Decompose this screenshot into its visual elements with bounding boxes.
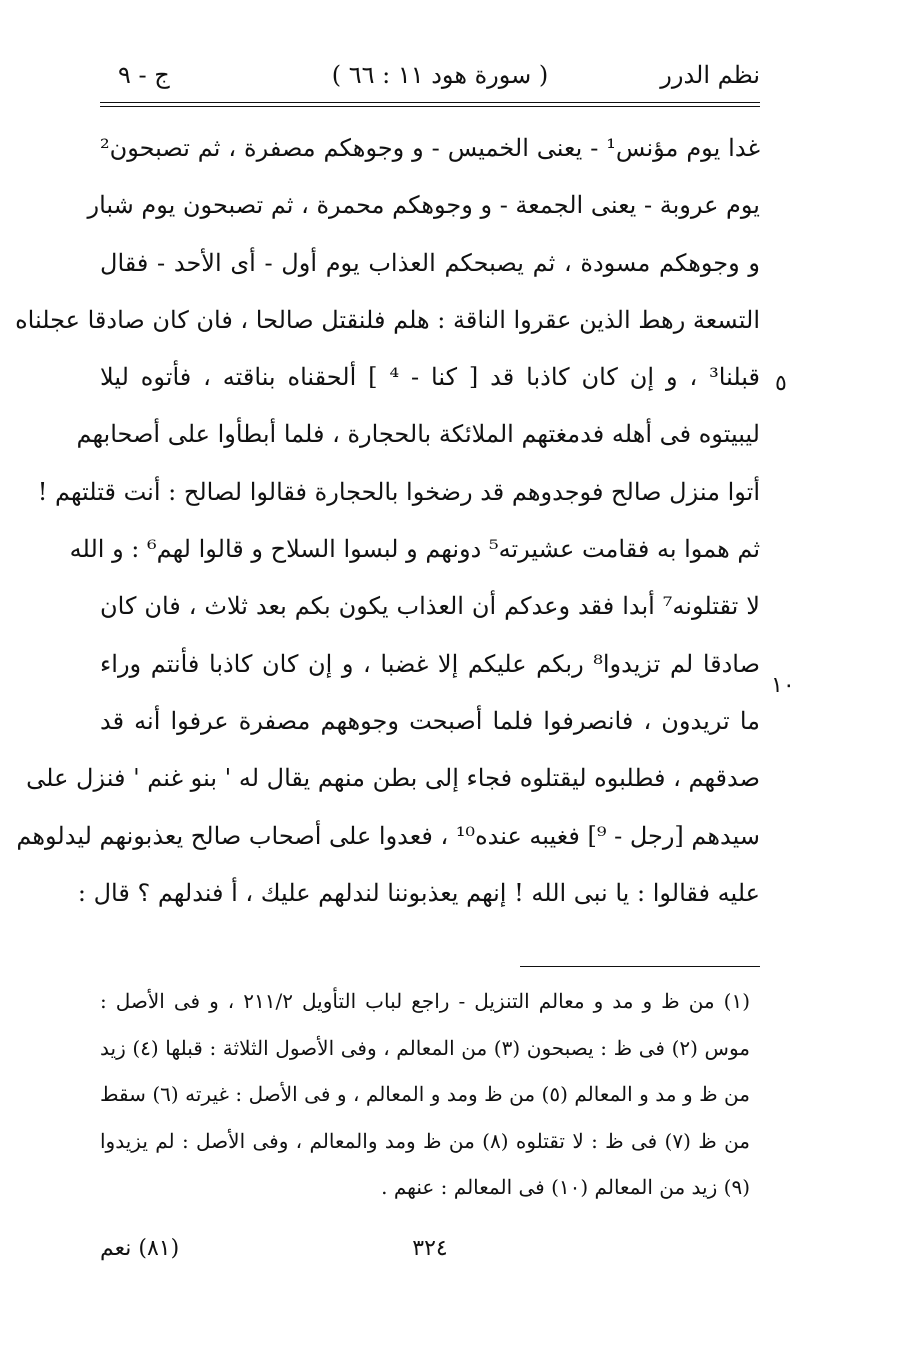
- header-rule: [100, 102, 760, 103]
- text-line: لا تقتلونه⁷ أبدا فقد وعدكم أن العذاب يكون بكم بعد ثلاث ، فان كان: [100, 592, 760, 621]
- text-line: يوم عروبة - يعنى الجمعة - و وجوهكم محمرة ، ثم تصبحون يوم شبار: [87, 191, 760, 220]
- text-line: عليه فقالوا : يا نبى الله ! إنهم يعذبوننا لندلهم عليك ، أ فندلهم ؟ قال :: [77, 878, 760, 907]
- header-rule-secondary: [100, 106, 760, 107]
- page-number: ٣٢٤: [412, 1236, 448, 1261]
- book-title: نظم الدرر: [660, 61, 760, 89]
- text-line: و وجوهكم مسودة ، ثم يصبحكم العذاب يوم أول - أى الأحد - فقال: [100, 248, 761, 277]
- footnote-line: (١) من ظ و مد و معالم التنزيل - راجع لباب التأويل ٢١١/٢ ، و فى الأصل :: [100, 989, 751, 1013]
- footnote-rule: [520, 966, 760, 967]
- text-line: سيدهم [رجل - ⁹] فغيبه عنده¹⁰ ، فعدوا على أصحاب صالح يعذبونهم ليدلوهم: [16, 821, 760, 850]
- text-line: قبلنا³ ، و إن كان كاذبا قد [ كنا - ⁴ ] ألحقناه بناقته ، فأتوه ليلا: [100, 363, 760, 392]
- text-line: ثم هموا به فقامت عشيرته⁵ دونهم و لبسوا السلاح و قالوا لهم⁶ : و الله: [69, 535, 760, 564]
- footnote-line: موس (٢) فى ظ : يصبحون (٣) من المعالم ، وفى الأصول الثلاثة : قبلها (٤) زيد: [100, 1035, 750, 1060]
- main-text: [15, 120, 761, 922]
- line-number-5: ٥: [775, 371, 787, 396]
- footnote-line: من ظ و مد و المعالم (٥) من ظ ومد و المعالم ، و فى الأصل : غيرته (٦) سقط: [100, 1082, 750, 1106]
- running-header: [100, 58, 760, 98]
- chapter-reference: ( سورة هود ١١ : ٦٦ ): [331, 61, 549, 89]
- page-footer: [100, 1232, 760, 1266]
- signature-stamp: (٨١) نعم: [100, 1236, 180, 1261]
- footnote-line: (٩) زيد من المعالم (١٠) فى المعالم : عنهم .: [381, 1175, 750, 1199]
- line-number-10: ١٠: [771, 673, 795, 698]
- footnotes: [100, 978, 750, 1211]
- footnote-line: من ظ (٧) فى ظ : لا تقتلوه (٨) من ظ ومد والمعالم ، وفى الأصل : لم يزيدوا: [100, 1128, 751, 1153]
- text-line: ما تريدون ، فانصرفوا فلما أصبحت وجوههم مصفرة عرفوا أنه قد: [100, 706, 760, 735]
- text-line: غدا يوم مؤنس¹ - يعنى الخميس - و وجوهكم مصفرة ، ثم تصبحون²: [100, 134, 760, 162]
- text-line: ليبيتوه فى أهله فدمغتهم الملائكة بالحجارة ، فلما أبطأوا على أصحابهم: [76, 420, 760, 449]
- volume-marker: ج - ٩: [118, 61, 170, 89]
- text-line: صدقهم ، فطلبوه ليقتلوه فجاء إلى بطن منهم يقال له ' بنو غنم ' فنزل على: [26, 764, 760, 793]
- text-line: صادقا لم تزيدوا⁸ ربكم عليكم إلا غضبا ، و إن كان كاذبا فأنتم وراء: [100, 649, 760, 678]
- text-line: التسعة رهط الذين عقروا الناقة : هلم فلنقتل صالحا ، فان كان صادقا عجلناه: [15, 305, 760, 334]
- text-line: أتوا منزل صالح فوجدوهم قد رضخوا بالحجارة فقالوا لصالح : أنت قتلتهم !: [37, 477, 760, 506]
